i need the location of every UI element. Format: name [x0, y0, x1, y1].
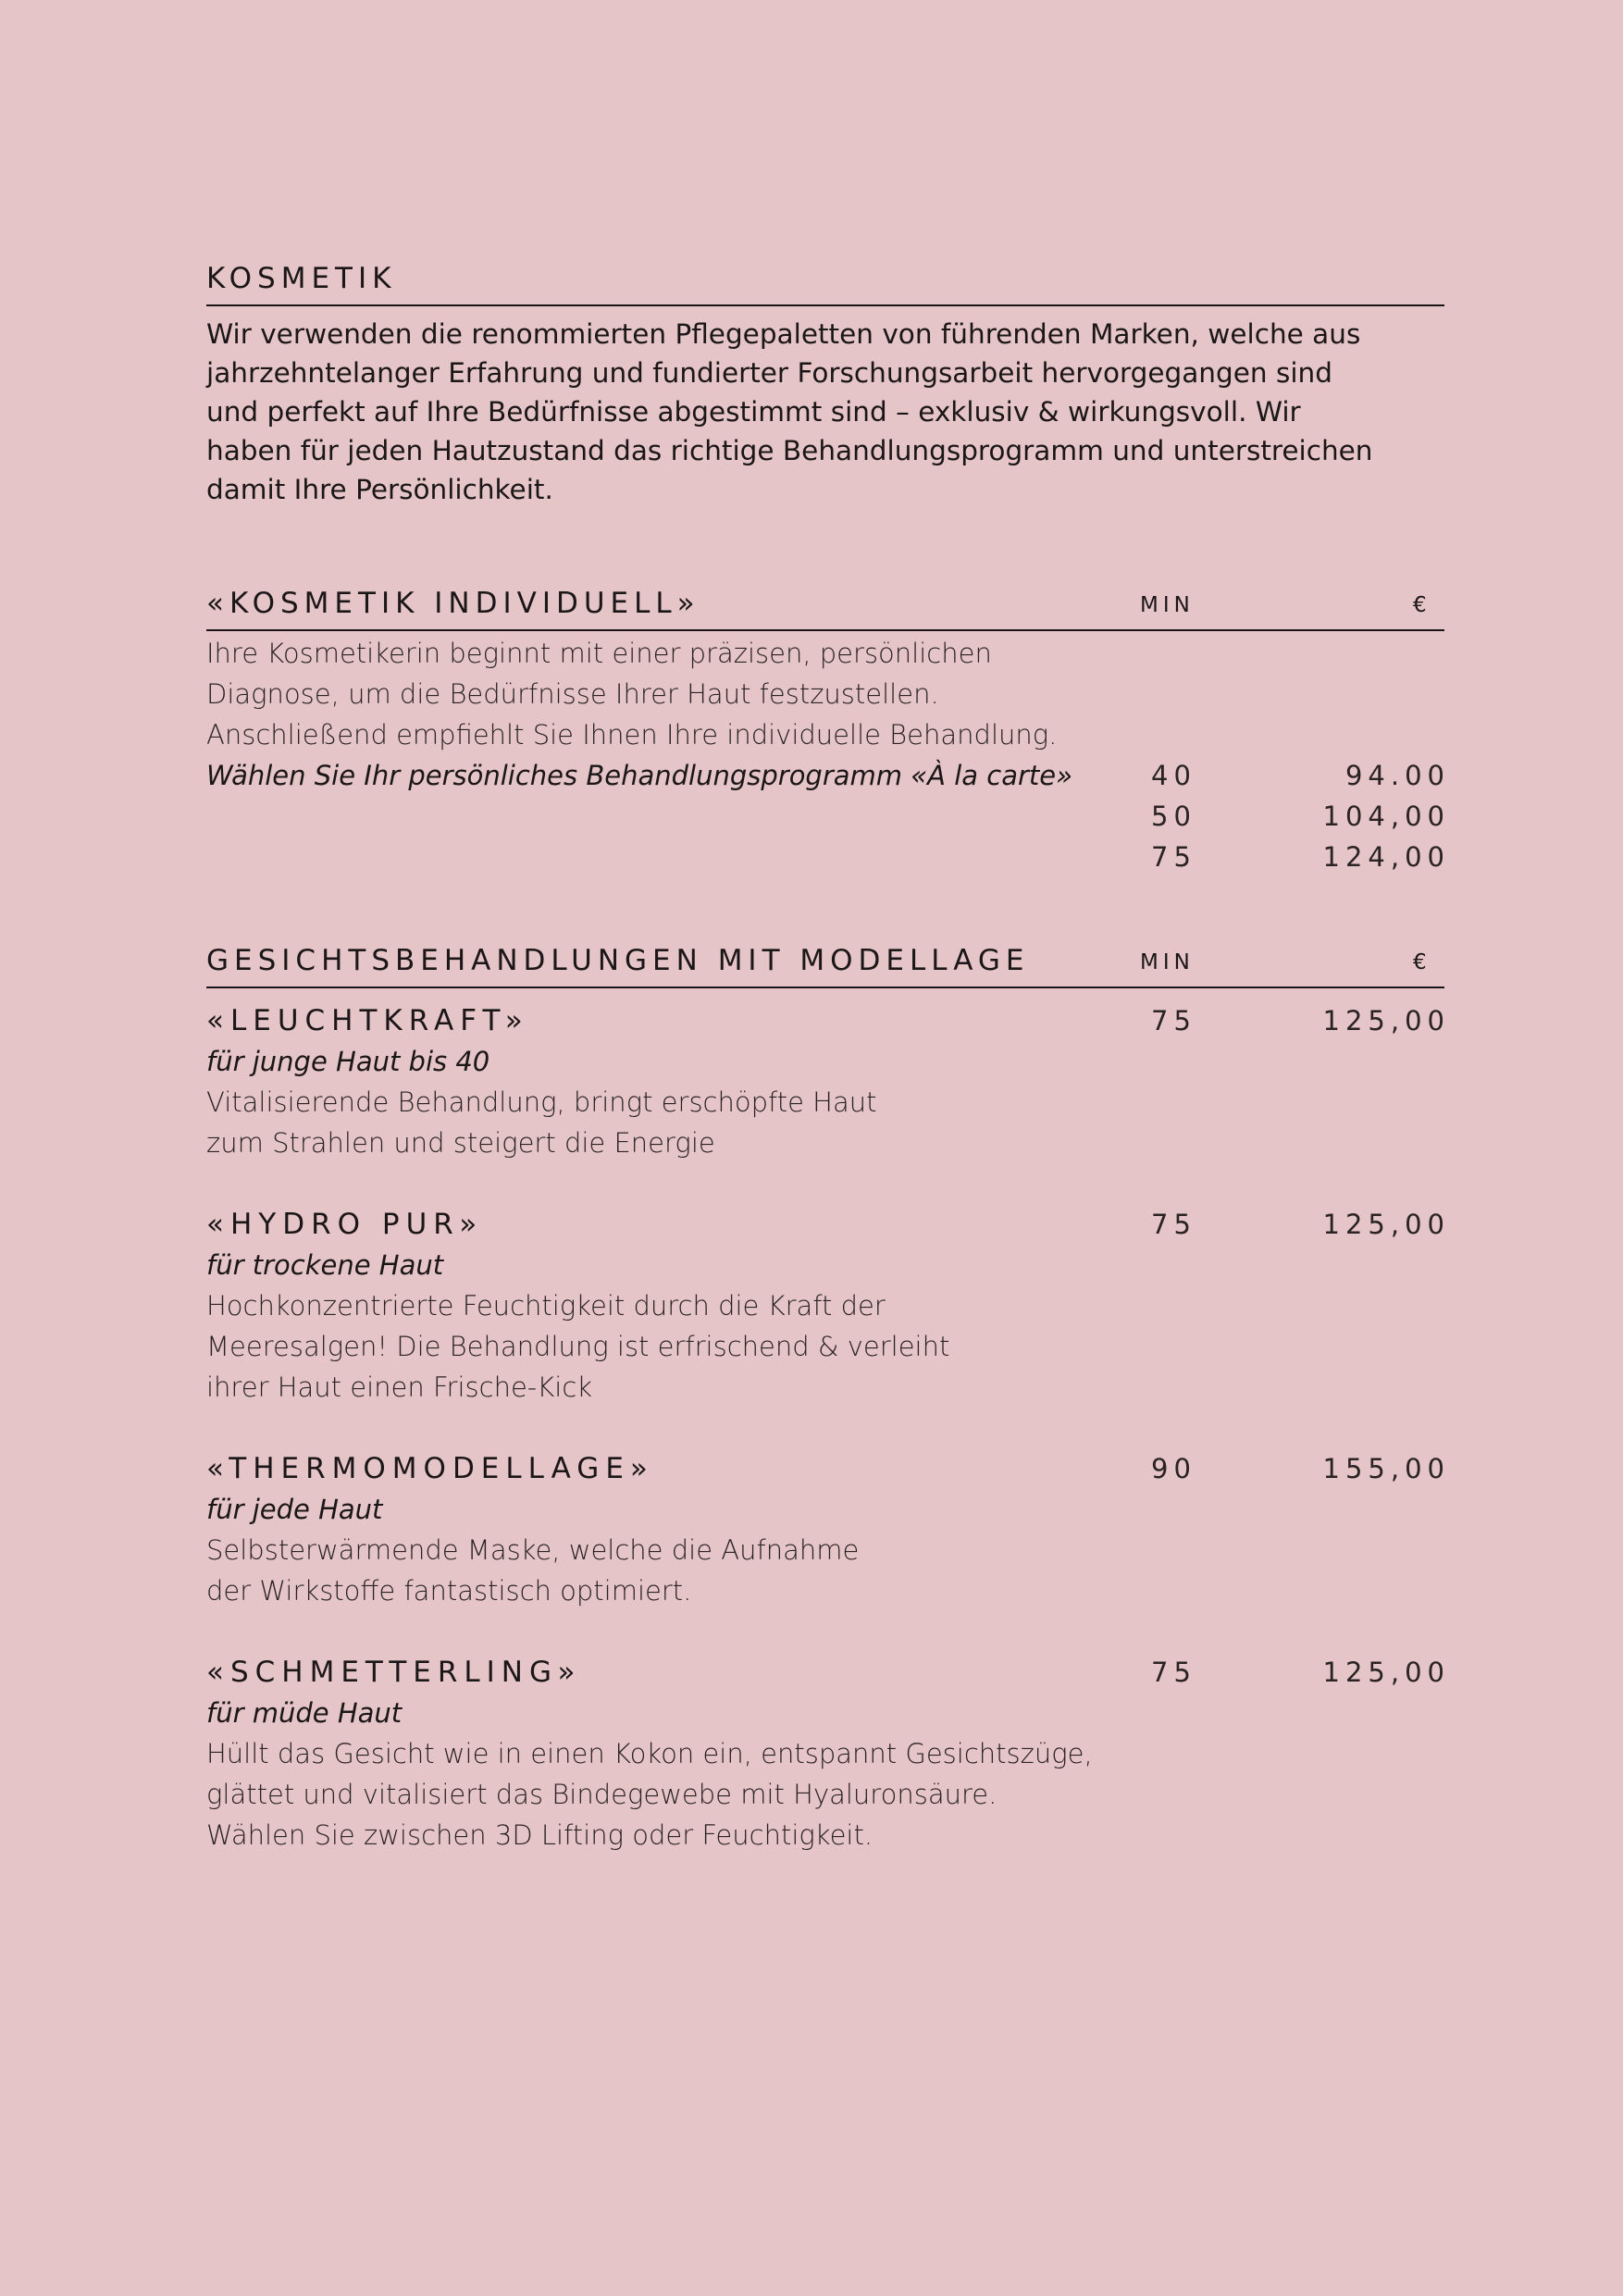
treatment-description: [206, 1733, 1093, 1855]
treatment-name: «SCHMETTERLING»: [206, 1656, 582, 1689]
option-price: 124,00: [1322, 841, 1450, 873]
treatment-price: 125,00: [1322, 1005, 1450, 1036]
intro-line: jahrzehntelanger Erfahrung und fundierter Forschungsarbeit hervorgegangen sind: [206, 357, 1332, 389]
option-min: 40: [1151, 760, 1196, 791]
kosmetik-intro: [206, 315, 1444, 509]
section-title-individuell: «KOSMETIK INDIVIDUELL»: [206, 587, 700, 620]
intro-line: Wir verwenden die renommierten Pflegepaletten von führenden Marken, welche aus: [206, 318, 1361, 350]
treatment-description: [206, 1285, 949, 1408]
desc-line: glättet und vitalisiert das Bindegewebe mit Hyaluronsäure.: [206, 1779, 997, 1810]
treatment-name: «HYDRO PUR»: [206, 1208, 484, 1241]
desc-line: Ihre Kosmetikerin beginnt mit einer präzisen, persönlichen: [206, 638, 992, 669]
section-title-kosmetik: KOSMETIK: [206, 262, 397, 295]
section-title-gesicht: GESICHTSBEHANDLUNGEN MIT MODELLAGE: [206, 944, 1030, 977]
desc-line: Selbsterwärmende Maske, welche die Aufnahme: [206, 1534, 860, 1566]
option-price: 94.00: [1344, 760, 1450, 791]
individuell-description: [206, 633, 1057, 755]
desc-line: Hüllt das Gesicht wie in einen Kokon ein, entspannt Gesichtszüge,: [206, 1738, 1093, 1769]
desc-line: ihrer Haut einen Frische-Kick: [206, 1371, 593, 1403]
intro-line: damit Ihre Persönlichkeit.: [206, 474, 553, 505]
section-divider: [206, 629, 1444, 631]
treatment-name: «LEUCHTKRAFT»: [206, 1004, 529, 1037]
treatment-subtitle: für junge Haut bis 40: [206, 1046, 490, 1077]
option-min: 50: [1151, 800, 1196, 832]
treatment-min: 75: [1151, 1005, 1196, 1036]
intro-line: und perfekt auf Ihre Bedürfnisse abgestimmt sind – exklusiv & wirkungsvoll. Wir: [206, 396, 1301, 428]
desc-line: Meeresalgen! Die Behandlung ist erfrischend & verleiht: [206, 1331, 950, 1362]
individuell-choice: Wählen Sie Ihr persönliches Behandlungsprogramm «À la carte»: [206, 760, 1073, 791]
treatment-subtitle: für müde Haut: [206, 1697, 403, 1729]
treatment-min: 90: [1151, 1453, 1196, 1484]
treatment-description: [206, 1082, 877, 1163]
desc-line: Diagnose, um die Bedürfnisse Ihrer Haut festzustellen.: [206, 678, 939, 710]
treatment-subtitle: für jede Haut: [206, 1494, 383, 1525]
treatment-price: 125,00: [1322, 1209, 1450, 1240]
treatment-price: 125,00: [1322, 1657, 1450, 1688]
column-header-euro: €: [1413, 950, 1427, 974]
desc-line: Hochkonzentrierte Feuchtigkeit durch die Kraft der: [206, 1290, 886, 1322]
section-divider: [206, 987, 1444, 988]
treatment-min: 75: [1151, 1209, 1196, 1240]
desc-line: der Wirkstoffe fantastisch optimiert.: [206, 1575, 692, 1607]
desc-line: Wählen Sie zwischen 3D Lifting oder Feuchtigkeit.: [206, 1819, 873, 1851]
treatment-name: «THERMOMODELLAGE»: [206, 1452, 654, 1485]
column-header-min: MIN: [1140, 593, 1195, 617]
desc-line: Vitalisierende Behandlung, bringt erschöpfte Haut: [206, 1086, 877, 1118]
option-min: 75: [1151, 841, 1196, 873]
column-header-euro: €: [1413, 593, 1427, 617]
treatment-min: 75: [1151, 1657, 1196, 1688]
treatment-subtitle: für trockene Haut: [206, 1249, 444, 1281]
desc-line: Anschließend empfiehlt Sie Ihnen Ihre individuelle Behandlung.: [206, 719, 1058, 751]
price-list-page: [206, 0, 1450, 2296]
treatment-description: [206, 1530, 859, 1611]
intro-line: haben für jeden Hautzustand das richtige Behandlungsprogramm und unterstreichen: [206, 435, 1373, 466]
desc-line: zum Strahlen und steigert die Energie: [206, 1127, 715, 1159]
option-price: 104,00: [1322, 800, 1450, 832]
column-header-min: MIN: [1140, 950, 1195, 974]
section-divider: [206, 304, 1444, 306]
treatment-price: 155,00: [1322, 1453, 1450, 1484]
